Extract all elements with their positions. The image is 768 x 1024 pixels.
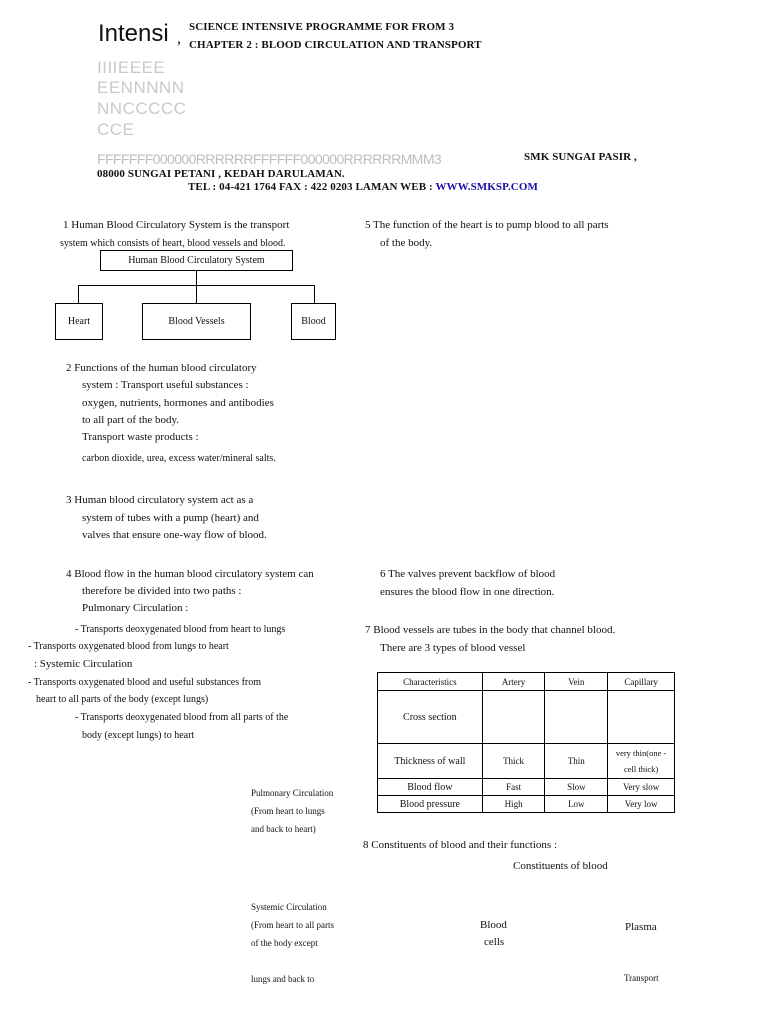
diagram-connector [78, 285, 79, 304]
systemic-diagram-label: Systemic Circulation [251, 902, 327, 912]
diagram-connector [196, 285, 197, 304]
point-2-line: Transport waste products : [82, 431, 199, 443]
point-3-line: valves that ensure one-way flow of blood. [82, 529, 267, 541]
pulmonary-item: - Transports deoxygenated blood from heart to lungs [75, 624, 286, 635]
diagram-heart: Heart [55, 303, 103, 340]
diagram-root: Human Blood Circulatory System [100, 250, 293, 271]
table-row [378, 691, 675, 744]
blood-cells-label: cells [484, 936, 505, 948]
point-5: 5 The function of the heart is to pump blood to all parts [365, 219, 609, 231]
point-5-line: of the body. [380, 237, 433, 249]
constituents-title: Constituents of blood [513, 860, 608, 872]
table-cell: Slow [545, 779, 608, 796]
table-row [378, 744, 675, 779]
systemic-diagram-label: (From heart to all parts [251, 920, 334, 930]
table-header: Artery [482, 673, 545, 691]
point-2-line: carbon dioxide, urea, excess water/mineral salts. [82, 453, 276, 464]
pulmonary-label: and back to heart) [251, 824, 316, 834]
point-8: 8 Constituents of blood and their functions : [363, 839, 558, 851]
logo-word: Intensi [98, 20, 169, 47]
table-cell: very thin(one -cell thick) [608, 744, 675, 779]
diagram-connector [196, 270, 197, 285]
table-header: Characteristics [378, 673, 483, 691]
systemic-label: : Systemic Circulation [34, 658, 133, 670]
plasma-label: Plasma [625, 921, 657, 933]
point-7: 7 Blood vessels are tubes in the body that channel blood. [365, 624, 616, 636]
school-contact [188, 181, 538, 193]
table-header: Vein [545, 673, 608, 691]
point-4-line: therefore be divided into two paths : [82, 585, 242, 597]
table-cell: Thick [482, 744, 545, 779]
table-cell: Very slow [608, 779, 675, 796]
table-cell: Low [545, 796, 608, 813]
systemic-item: - Transports oxygenated blood and useful substances from [28, 677, 262, 688]
table-cell: Fast [482, 779, 545, 796]
table-cell: Very low [608, 796, 675, 813]
table-cell: Thin [545, 744, 608, 779]
school-address: 08000 SUNGAI PETANI , KEDAH DARULAMAN. [97, 168, 345, 180]
table-cell: Thickness of wall [378, 744, 483, 779]
point-2-line: oxygen, nutrients, hormones and antibodies [82, 397, 274, 409]
point-7-line: There are 3 types of blood vessel [380, 642, 526, 654]
header-chapter: CHAPTER 2 : BLOOD CIRCULATION AND TRANSPORT [189, 39, 482, 51]
table-cell [545, 691, 608, 744]
point-2-line: to all part of the body. [82, 414, 180, 426]
transport-label: Transport [624, 973, 659, 983]
logo-footer: FFFFFFF000000RRRRRRFFFFFF000000RRRRRRMMM3 [97, 151, 442, 167]
school-name: SMK SUNGAI PASIR , [524, 151, 637, 163]
table-row [378, 796, 675, 813]
logo-row-2: EENNNNN [97, 78, 185, 97]
table-cell: Cross section [378, 691, 483, 744]
header-title: SCIENCE INTENSIVE PROGRAMME FOR FROM 3 [189, 21, 455, 33]
diagram-blood-vessels: Blood Vessels [142, 303, 251, 340]
systemic-diagram-label: of the body except [251, 938, 318, 948]
website-link[interactable]: WWW.SMKSP.COM [435, 181, 538, 193]
table-cell: High [482, 796, 545, 813]
point-4-line: Pulmonary Circulation : [82, 602, 189, 614]
systemic-diagram-label: lungs and back to [251, 974, 315, 984]
pulmonary-item: - Transports oxygenated blood from lungs to heart [28, 641, 229, 652]
diagram-blood: Blood [291, 303, 336, 340]
point-3-line: system of tubes with a pump (heart) and [82, 512, 259, 524]
point-6-line: ensures the blood flow in one direction. [380, 586, 555, 598]
table-cell: Blood flow [378, 779, 483, 796]
table-row [378, 779, 675, 796]
logo-row-1: IIIIEEEE [97, 58, 166, 77]
blood-cells-label: Blood [480, 919, 507, 931]
point-6: 6 The valves prevent backflow of blood [380, 568, 556, 580]
point-1-cont: system which consists of heart, blood vessels and blood. [60, 238, 286, 249]
blood-vessel-table [377, 672, 675, 813]
table-header: Capillary [608, 673, 675, 691]
logo-bracket: , [177, 30, 181, 47]
contact-text: TEL : 04-421 1764 FAX : 422 0203 LAMAN WEB : [188, 181, 436, 193]
systemic-item: - Transports deoxygenated blood from all parts of the [75, 712, 289, 723]
point-4: 4 Blood flow in the human blood circulatory system can [66, 568, 314, 580]
logo-row-3: NNCCCCC [97, 99, 187, 118]
pulmonary-label: Pulmonary Circulation [251, 788, 334, 798]
table-cell: Blood pressure [378, 796, 483, 813]
table-header-row [378, 673, 675, 691]
table-cell [608, 691, 675, 744]
systemic-item: body (except lungs) to heart [82, 730, 195, 741]
point-3: 3 Human blood circulatory system act as a [66, 494, 254, 506]
systemic-item: heart to all parts of the body (except lungs) [36, 694, 209, 705]
point-2-line: system : Transport useful substances : [82, 379, 249, 391]
pulmonary-label: (From heart to lungs [251, 806, 325, 816]
logo-row-4: CCE [97, 120, 135, 139]
point-2: 2 Functions of the human blood circulatory [66, 362, 257, 374]
diagram-connector [314, 285, 315, 304]
point-1: 1 Human Blood Circulatory System is the transport [63, 219, 290, 231]
table-cell [482, 691, 545, 744]
